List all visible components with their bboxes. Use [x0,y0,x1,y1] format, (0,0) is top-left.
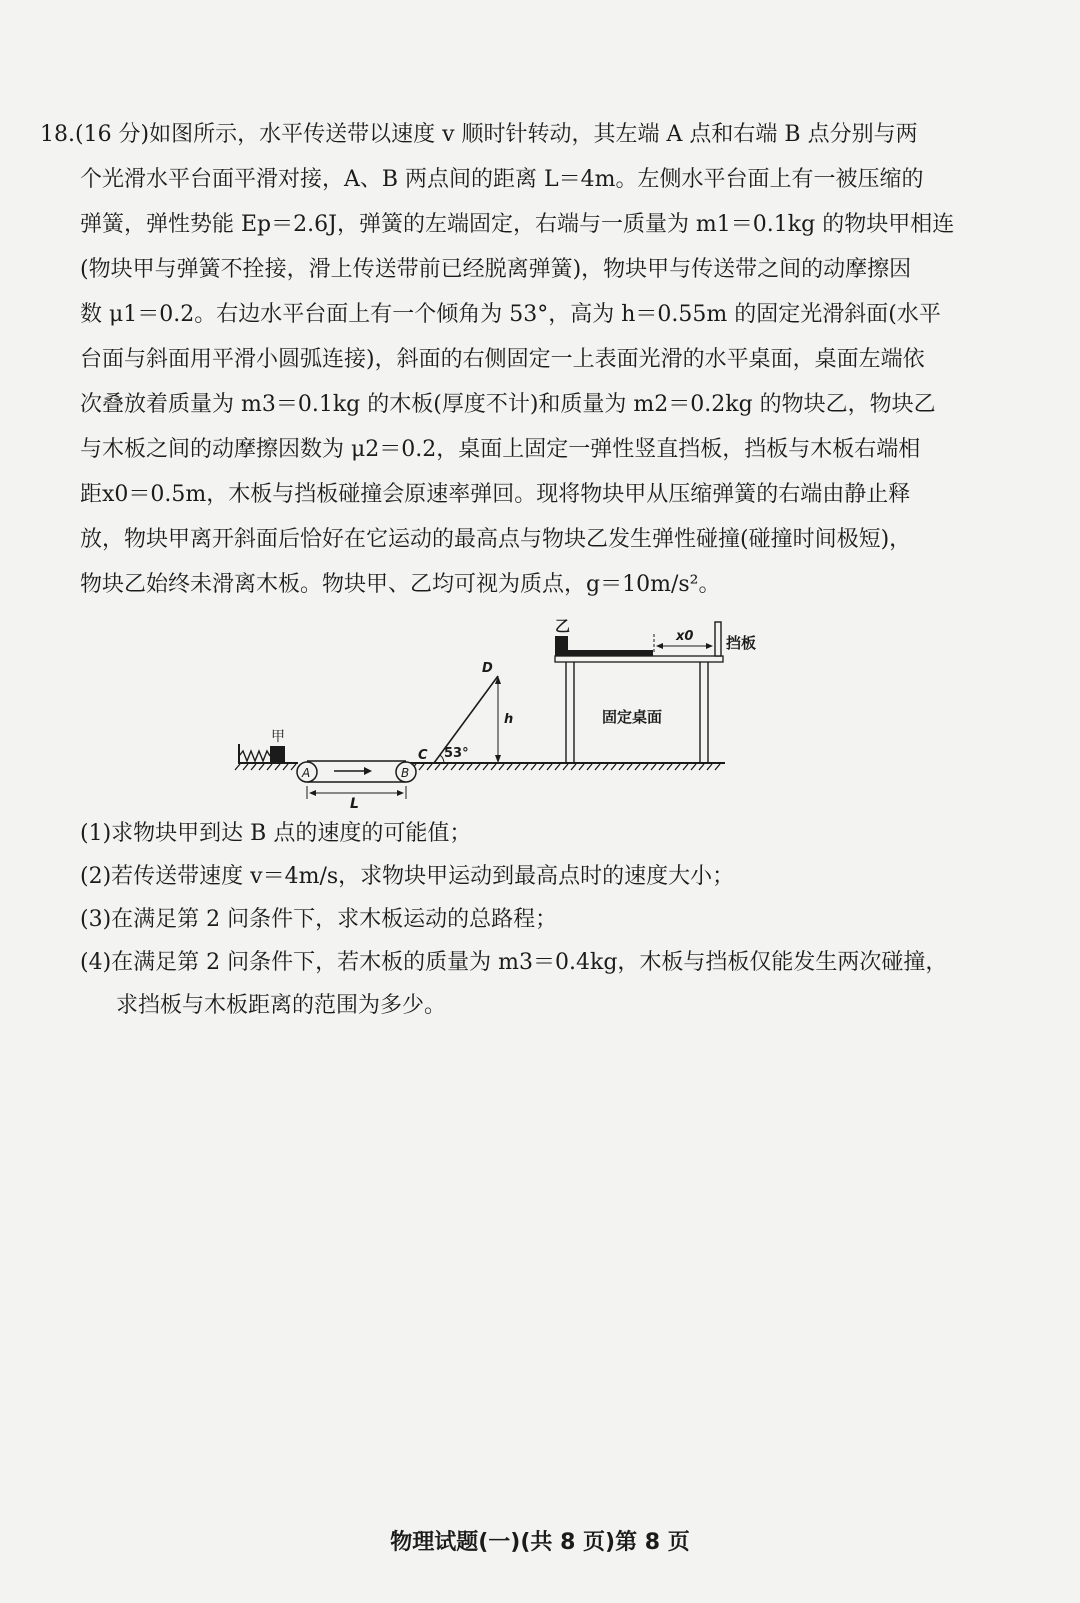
label-x0: x0 [676,629,694,644]
label-table: 固定桌面 [602,708,663,726]
spring [239,751,270,761]
label-yi: 乙 [555,617,571,635]
problem-paragraph [40,112,1040,607]
problem-line: 台面与斜面用平滑小圆弧连接)，斜面的右侧固定一上表面光滑的水平桌面，桌面左端依 [80,347,925,372]
problem-line: (物块甲与弹簧不拴接，滑上传送带前已经脱离弹簧)，物块甲与传送带之间的动摩擦因 [80,257,912,282]
plank [555,650,653,656]
sub-questions [80,812,1040,1027]
question-3: (3)在满足第 2 问条件下，求木板运动的总路程； [80,907,558,932]
dim-arrow-icon [397,790,404,796]
physics-diagram [230,608,757,813]
baffle [715,622,721,656]
label-jia: 甲 [271,729,285,745]
block-jia [270,746,285,762]
label-d: D [482,661,493,676]
question-1: (1)求物块甲到达 B 点的速度的可能值； [80,821,472,846]
dim-arrow-icon [495,755,501,763]
problem-statement [40,112,1040,607]
dim-arrow-icon [656,643,663,649]
problem-line: 距x0＝0.5m，木板与挡板碰撞会原速率弹回。现将物块甲从压缩弹簧的右端由静止释 [80,482,911,507]
block-yi [555,636,568,651]
problem-line: 放，物块甲离开斜面后恰好在它运动的最高点与物块乙发生弹性碰撞(碰撞时间极短)， [80,527,912,552]
question-2: (2)若传送带速度 v＝4m/s，求物块甲运动到最高点时的速度大小； [80,864,735,889]
problem-line: 18.(16 分)如图所示，水平传送带以速度 v 顺时针转动，其左端 A 点和右端 B 点分别与两 [40,122,918,147]
question-4: (4)在满足第 2 问条件下，若木板的质量为 m3＝0.4kg，木板与挡板仅能发生两次碰撞， [80,950,948,975]
problem-line: 个光滑水平台面平滑对接，A、B 两点间的距离 L＝4m。左侧水平台面上有一被压缩的 [80,167,924,192]
label-l: L [350,796,359,812]
dim-arrow-icon [706,643,713,649]
problem-line: 次叠放着质量为 m3＝0.1kg 的木板(厚度不计)和质量为 m2＝0.2kg 的物块乙，物块乙 [80,392,936,417]
dim-arrow-icon [309,790,316,796]
table-top [555,656,723,662]
label-c: C [418,748,428,763]
page-footer: 物理试题(一)(共 8 页)第 8 页 [390,1530,690,1555]
arrow-head-icon [364,767,372,775]
problem-line: 数 μ1＝0.2。右边水平台面上有一个倾角为 53°，高为 h＝0.55m 的固定光滑斜面(水平 [80,302,941,327]
label-baffle: 挡板 [726,634,757,652]
problem-line: 与木板之间的动摩擦因数为 μ2＝0.2，桌面上固定一弹性竖直挡板，挡板与木板右端相 [80,437,921,462]
label-a: A [302,766,311,780]
label-angle: 53° [444,746,469,761]
label-h: h [504,712,514,727]
problem-line: 物块乙始终未滑离木板。物块甲、乙均可视为质点，g＝10m/s²。 [80,572,721,597]
label-b: B [401,766,410,780]
diagram-svg [230,608,757,813]
problem-line: 弹簧，弹性势能 Ep＝2.6J，弹簧的左端固定，右端与一质量为 m1＝0.1kg 的物块甲相连 [80,212,955,237]
question-4-continued: 求挡板与木板距离的范围为多少。 [116,993,447,1018]
